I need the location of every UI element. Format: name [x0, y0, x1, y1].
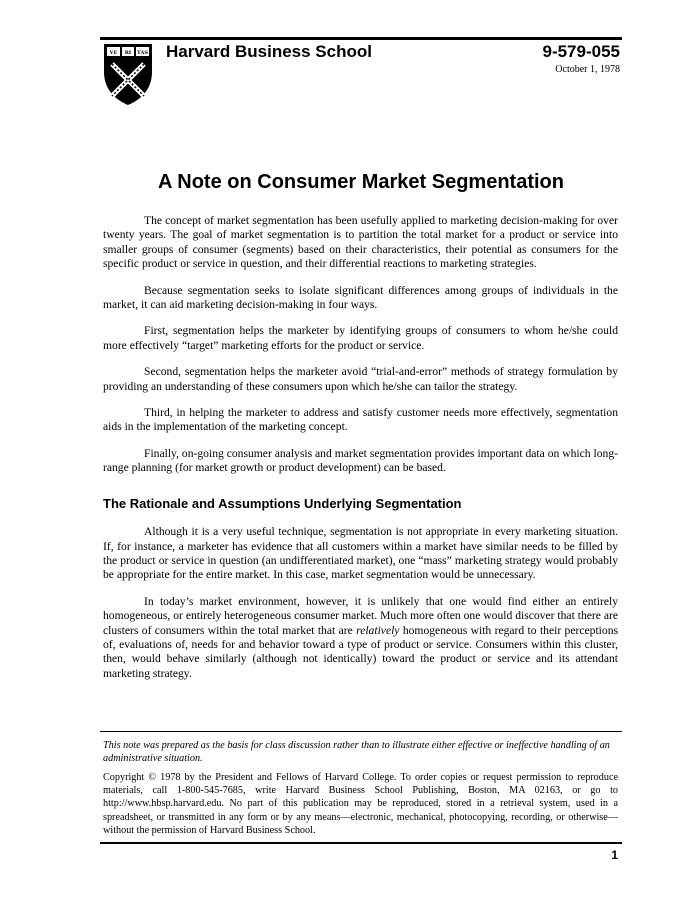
- section-paragraph-2-end: homogeneous with regard to their perceptions of, evaluations of, needs for and behavior toward a type of product or service. Consumers within this cluster, then, would behave similarly (although not identically) toward the product or service and its attendant marketing strategy.: [103, 623, 619, 680]
- paragraph-5: Third, in helping the marketer to address and satisfy customer needs more effectively, segmentation aids in the implementation of the marketing concept.: [103, 406, 618, 434]
- paragraph-1: The concept of market segmentation has been usefully applied to marketing decision-making for over twenty years. The goal of market segmentation is to partition the total market for a product or service into smaller groups of consumer (segments) based on their characteristics, their potential as consumers for the specific product or service in question, and their differential reactions to marketing strategies.: [103, 214, 618, 271]
- section-paragraph-1: Although it is a very useful technique, segmentation is not appropriate in every marketing situation. If, for instance, a marketer has evidence that all customers within a market have similar needs to be filled by the product or service in question (an undifferentiated market), one “mass” marketing strategy would probably be appropriate for the entire market. In this case, market segmentation would be unnecessary.: [103, 525, 618, 582]
- paragraph-3: First, segmentation helps the marketer by identifying groups of consumers to whom he/she could more effectively “target” marketing efforts for the product or service.: [103, 324, 618, 352]
- body-text: [103, 214, 618, 693]
- footnote-rule: [100, 731, 622, 732]
- footer-rule: [100, 842, 622, 844]
- shield-text-ve: VE: [109, 50, 118, 56]
- school-name: Harvard Business School: [166, 42, 372, 61]
- paragraph-4: Second, segmentation helps the marketer avoid “trial-and-error” methods of strategy formulation by providing an understanding of these consumers upon which he/she can tailor the strategy.: [103, 365, 618, 393]
- footnote: This note was prepared as the basis for class discussion rather than to illustrate either effective or ineffective handling of an administrative situation.: [103, 740, 610, 764]
- case-number: 9-579-055: [542, 42, 620, 61]
- paragraph-6: Finally, on-going consumer analysis and market segmentation provides important data on which long-range planning (for market growth or product development) can be based.: [103, 446, 618, 475]
- header-rule: [100, 37, 622, 40]
- page-title: A Note on Consumer Market Segmentation: [158, 171, 564, 193]
- shield-text-tas: TAS: [137, 50, 148, 56]
- section-paragraph-2-start: In today’s market environment, however, it is unlikely that one would find either an entirely homogeneous, or entirely heterogeneous consumer market. Much more often one would discover that there are clusters of consumers within the total market that are: [103, 594, 618, 637]
- page-number: 1: [611, 848, 618, 862]
- section-heading: The Rationale and Assumptions Underlying Segmentation: [103, 495, 462, 511]
- emphasis-relatively: relatively: [356, 623, 400, 637]
- paragraph-2: Because segmentation seeks to isolate significant differences among groups of individuals in the market, it can aid marketing decision-making in four ways.: [103, 283, 618, 312]
- section-paragraph-2: [103, 595, 618, 681]
- copyright-notice: Copyright © 1978 by the President and Fellows of Harvard College. To order copies or request permission to reproduce materials, call 1-800-545-7685, write Harvard Business School Publishing, Boston, MA 02163, or go to http://www.hbsp.harvard.edu. No part of this publication may be reproduced, stored in a retrieval system, used in a spreadsheet, or transmitted in any form or by any means—electronic, mechanical, photocopying, recording, or otherwise—without the permission of Harvard Business School.: [103, 772, 618, 836]
- case-date: October 1, 1978: [555, 64, 620, 75]
- shield-text-ri: RI: [124, 50, 132, 56]
- harvard-shield-logo: [102, 42, 154, 106]
